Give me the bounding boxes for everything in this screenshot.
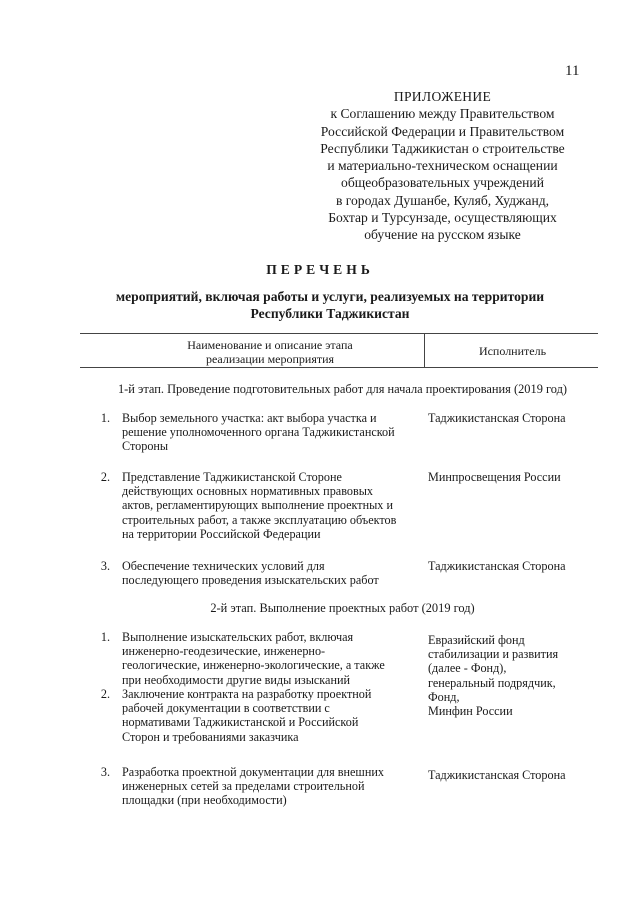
column-header-description: Наименование и описание этапа реализации мероприятия: [187, 338, 353, 366]
appendix-line: и материально-техническом оснащении: [327, 158, 558, 174]
subtitle-line: мероприятий, включая работы и услуги, реализуемых на территории: [115, 289, 545, 304]
table-header-bottom-border: [80, 367, 598, 368]
row-number: 3.: [100, 559, 110, 573]
row-description: Представление Таджикистанской Стороне действующих основных нормативных правовых актов, регламентирующих выполнение проектных и строительных работ, а также эксплуатацию объектов на территории Российской Федерации: [122, 470, 397, 541]
row-description: Выбор земельного участка: акт выбора участка и решение уполномоченного органа Таджикистанской Стороны: [122, 411, 395, 454]
appendix-line: к Соглашению между Правительством: [330, 106, 555, 122]
list-subtitle: [80, 288, 580, 322]
page-number: 11: [565, 63, 580, 79]
appendix-block: [280, 88, 605, 244]
row-executor-shared: Евразийский фонд стабилизации и развития (далее - Фонд), генеральный подрядчик, Фонд, Минфин России: [428, 633, 559, 719]
subtitle-line: Республики Таджикистан: [250, 306, 410, 321]
stage-2-title: 2-й этап. Выполнение проектных работ (2019 год): [210, 601, 475, 615]
row-number: 2.: [100, 687, 110, 701]
appendix-line: в городах Душанбе, Куляб, Худжанд,: [335, 192, 550, 208]
appendix-line: Республики Таджикистан о строительстве: [320, 140, 565, 156]
row-number: 1.: [100, 411, 110, 425]
appendix-line: Бохтар и Турсунзаде, осуществляющих: [328, 210, 557, 226]
appendix-line: общеобразовательных учреждений: [341, 175, 544, 191]
appendix-line: обучение на русском языке: [364, 227, 521, 243]
row-description: Заключение контракта на разработку проектной рабочей документации в соответствии с нормативами Таджикистанской и Российской Сторон и требованиями заказчика: [122, 687, 372, 744]
row-number: 1.: [100, 630, 110, 644]
table-top-border: [80, 333, 598, 334]
row-description: Обеспечение технических условий для последующего проведения изыскательских работ: [122, 559, 379, 588]
appendix-heading: ПРИЛОЖЕНИЕ: [393, 89, 492, 104]
row-executor: Таджикистанская Сторона: [428, 768, 566, 782]
table-column-divider: [424, 333, 425, 368]
appendix-line: Российской Федерации и Правительством: [320, 123, 565, 139]
list-title: ПЕРЕЧЕНЬ: [266, 262, 374, 277]
row-number: 2.: [100, 470, 110, 484]
stage-1-title: 1-й этап. Проведение подготовительных работ для начала проектирования (2019 год): [117, 382, 568, 396]
column-header-executor: Исполнитель: [478, 344, 547, 358]
row-description: Выполнение изыскательских работ, включая инженерно-геодезические, инженерно- геологические, инженерно-экологические, а также при необходимости другие виды изысканий: [122, 630, 385, 687]
row-number: 3.: [100, 765, 110, 779]
row-executor: Таджикистанская Сторона: [428, 411, 566, 425]
row-description: Разработка проектной документации для внешних инженерных сетей за пределами строительной площадки (при необходимости): [122, 765, 384, 808]
row-executor: Минпросвещения России: [428, 470, 561, 484]
row-executor: Таджикистанская Сторона: [428, 559, 566, 573]
